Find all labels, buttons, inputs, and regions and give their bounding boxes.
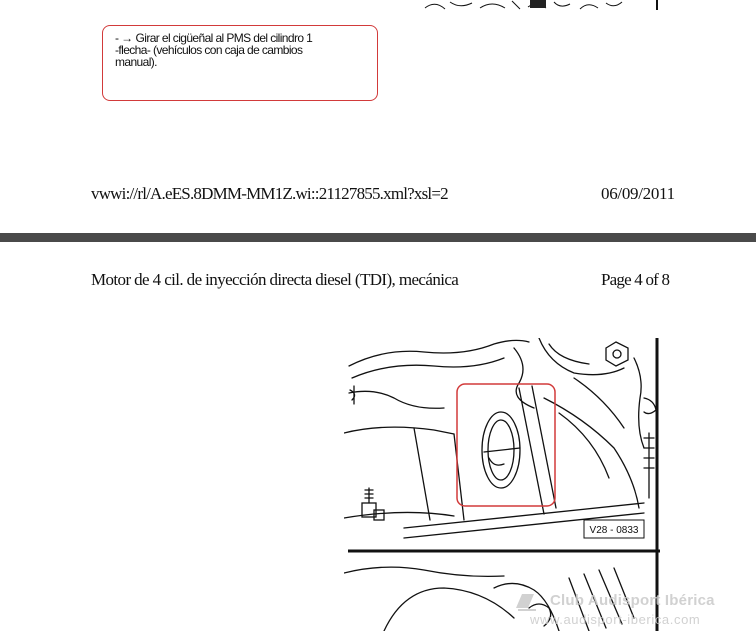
document-page-top — [0, 0, 756, 233]
figure-label: V28 - 0833 — [589, 525, 639, 536]
page-number: Page 4 of 8 — [601, 270, 670, 289]
instruction-note — [102, 25, 378, 101]
watermark — [510, 588, 756, 628]
audi-club-logo-icon — [512, 590, 538, 612]
note-text-1: Girar el cigüeñal al PMS del cilindro 1 — [135, 31, 313, 45]
highlight-box — [457, 384, 555, 506]
footer-date: 06/09/2011 — [601, 184, 675, 203]
watermark-url: www.audisport-iberica.com — [530, 612, 701, 627]
page-header-title: Motor de 4 cil. de inyección directa diesel (TDI), mecánica — [91, 270, 459, 289]
figure-fragment-top — [420, 0, 665, 10]
page-separator — [0, 233, 756, 242]
note-text-2: -flecha- (vehículos con caja de cambios — [115, 43, 303, 57]
watermark-title: Club Audisport Ibérica — [550, 592, 715, 609]
arrow-right-icon: - → — [115, 31, 133, 45]
footer-url: vwwi://rl/A.eES.8DMM-MM1Z.wi::21127855.xml?xsl=2 — [91, 184, 448, 203]
note-text-3: manual). — [115, 55, 157, 69]
document-page-bottom — [0, 242, 756, 631]
